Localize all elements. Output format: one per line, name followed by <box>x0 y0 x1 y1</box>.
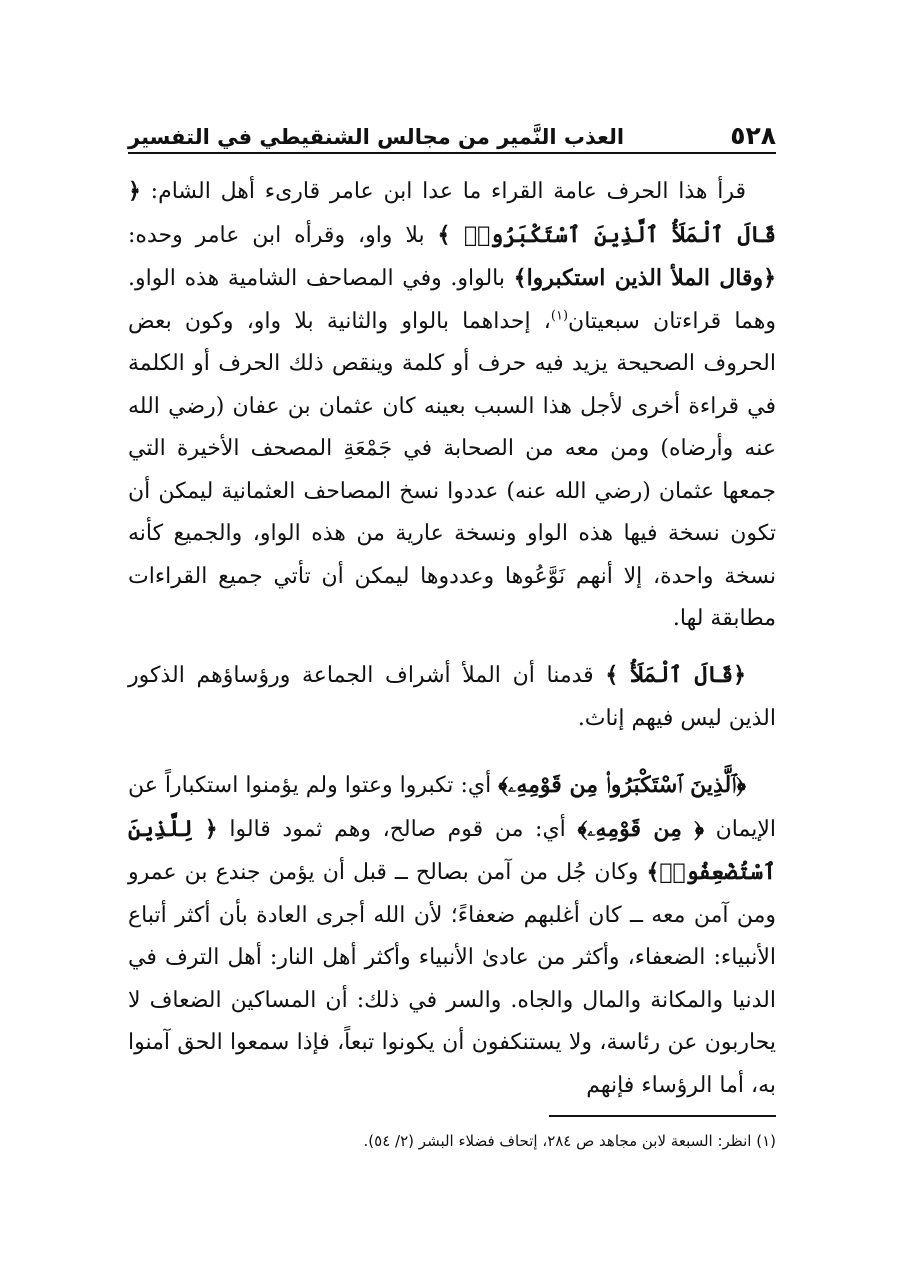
quran-quote: ﴿ لِلَّذِينَ ٱسْتُضْعِفُوا۟﴾ <box>128 815 776 885</box>
paragraph-text <box>128 654 776 740</box>
paragraph-al-mala <box>128 654 776 740</box>
quran-quote: ﴿وقال الملأ الذين استكبروا﴾ <box>513 265 776 291</box>
footnote-reference: (١) <box>550 308 569 324</box>
header-rule <box>128 152 776 154</box>
quran-quote: ﴿ مِن قَوْمِهِۦ﴾ <box>577 815 704 842</box>
text-run: قرأ هذا الحرف عامة القراء ما عدا ابن عامر قارىء أهل الشام: <box>140 179 746 204</box>
page-number: ٥٢٨ <box>730 121 776 150</box>
text-run: بالواو. وفي المصاحف الشامية هذه الواو. وهما قراءتان سبعيتان <box>128 266 776 334</box>
text-run: وكان جُل من آمن بصالح ــ قبل أن يؤمن جندع بن عمرو ومن آمن معه ــ كان أغلبهم ضعفاءً؛ لأن الله أجرى العادة بأن أكثر أتباع الأنبياء: الضعفاء، وأكثر من عادىٰ الأنبياء وأكثر أهل النار: أهل الترف في الدنيا والمكانة والمال والجاه. والسر في ذلك: أن المساكين الضعاف لا يحاربون عن رئاسة، ولا يستنكفون أن يكونوا تبعاً، فإذا سمعوا الحق آمنوا به، أما الرؤساء فإنهم <box>128 860 776 1098</box>
text-run: أي: تكبروا وعتوا ولم يؤمنوا استكباراً عن الإيمان <box>128 773 776 842</box>
text-run: قدمنا أن الملأ أشراف الجماعة ورؤساؤهم الذكور الذين ليس فيهم إناث. <box>128 663 776 731</box>
paragraph-reading-variants <box>128 170 776 641</box>
running-header <box>128 104 776 148</box>
paragraph-text <box>128 764 776 1107</box>
footnote: (١) انظر: السبعة لابن مجاهد ص ٢٨٤، إتحاف فضلاء البشر (٢/ ٥٤). <box>363 1132 776 1150</box>
paragraph-text <box>128 170 776 641</box>
text-run: بلا واو، وقرأه ابن عامر وحده: <box>128 222 438 248</box>
text-run: ، إحداهما بالواو والثانية بلا واو، وكون بعض الحروف الصحيحة يزيد فيه حرف أو كلمة وينقص ذلك الحرف أو الكلمة في قراءة أخرى لأجل هذا السبب بعينه كان عثمان بن عفان (رضي الله عنه وأرضاه) ومن معه من الصحابة في جَمْعَةِ المصحف الأخيرة التي جمعها عثمان (رضي الله عنه) عددوا نسخ المصاحف العثمانية ليمكن أن تكون نسخة فيها هذه الواو ونسخة عارية من هذه الواو، والجميع كأنه نسخة واحدة، إلا أنهم نَوَّعُوها وعددوها ليمكن أن تأتي جميع القراءات مطابقة لها. <box>128 308 776 631</box>
paragraph-arrogant <box>128 764 776 1107</box>
quran-quote: ﴿قَالَ ٱلْمَلَأُ ﴾ <box>605 662 746 688</box>
text-run: أي: من قوم صالح، وهم ثمود قالوا <box>217 816 578 842</box>
footnote-separator <box>549 1115 776 1117</box>
book-title: العذب النَّمير من مجالس الشنقيطي في التفسير <box>128 125 625 149</box>
quran-quote: ﴿ٱلَّذِينَ ٱسْتَكْبَرُوا۟ مِن قَوْمِهِۦ﴾ <box>498 772 746 798</box>
quran-quote: ﴿ قَالَ ٱلْمَلَأُ ٱلَّذِينَ ٱسْتَكْبَرُوا۟ ﴾ <box>128 178 776 248</box>
